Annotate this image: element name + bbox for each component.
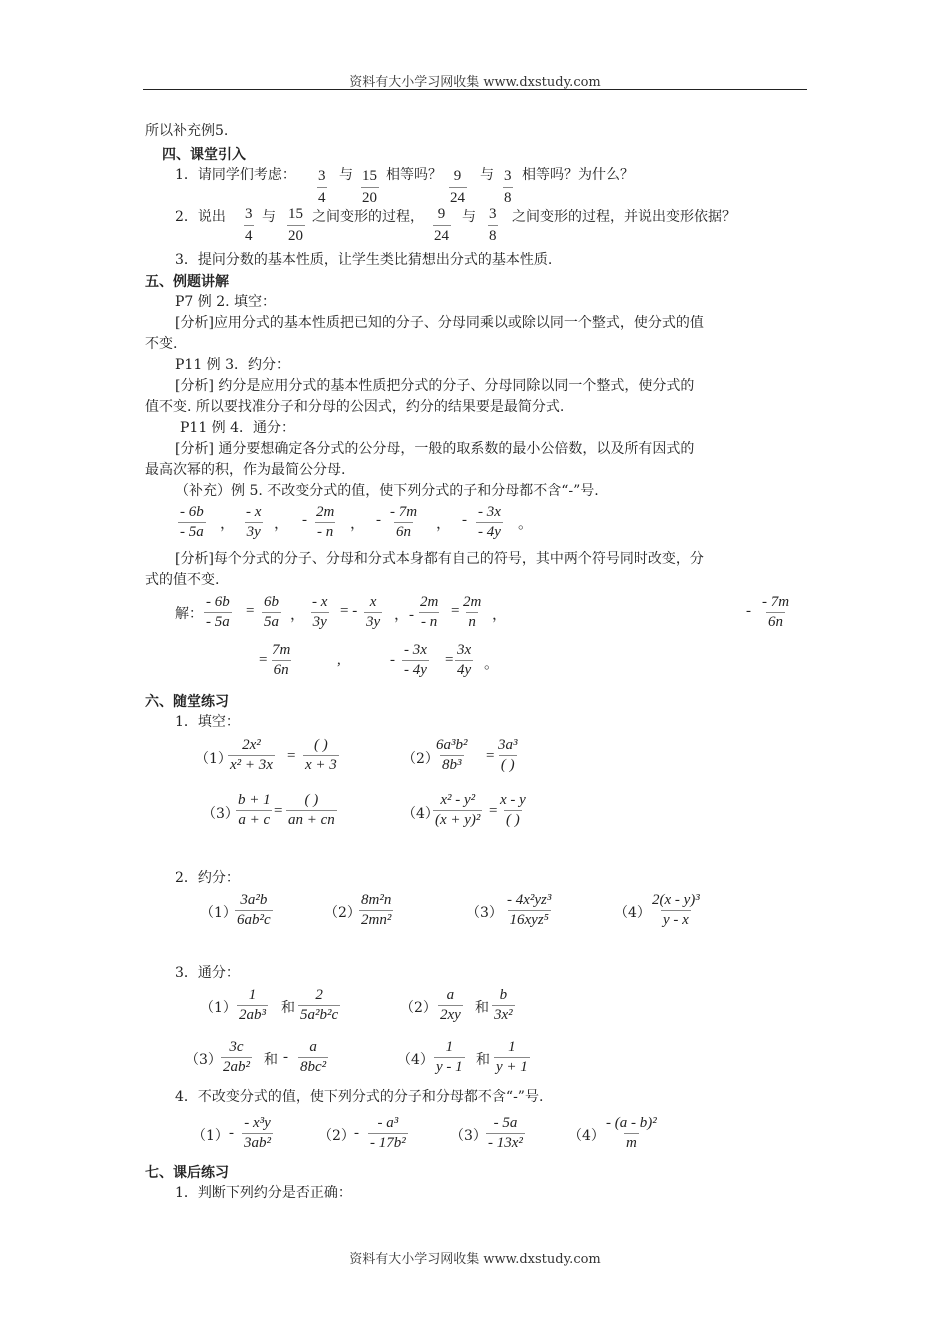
section-5-title: 五、例题讲解 [145, 274, 229, 290]
solution-4-lhs: $\frac{- 7m}{6n}$ [762, 594, 790, 630]
item-label: （1） [200, 905, 237, 921]
p1-2-lhs: $\frac{\text{6a³b²}}{\text{8b³}}$ [436, 737, 468, 773]
fraction-3-4: 3 4 [318, 168, 326, 206]
example-3: P11 例 3．约分： [175, 357, 291, 373]
solution-1-lhs: $\frac{- 6b}{- 5a}$ [206, 594, 230, 630]
solution-3-lhs: $\frac{2m}{- n}$ [420, 594, 439, 630]
item-label: （4） [568, 1128, 605, 1144]
q1-and-1: 与 [339, 167, 353, 183]
equals-minus: = - [340, 603, 358, 619]
separator: ， [220, 516, 236, 532]
ex5-fraction-1: $\frac{- 6b}{- 5a}$ [180, 504, 204, 540]
p3-2-a: $\frac{a}{2xy}$ [440, 987, 461, 1023]
section-6-title: 六、随堂练习 [145, 694, 229, 710]
intro-line: 所以补充例5. [145, 123, 229, 139]
minus-sign: - [354, 1125, 359, 1141]
example-4-analysis-cont: 最高次幂的积，作为最简公分母. [145, 462, 346, 478]
q2-mid: 之间变形的过程， [312, 209, 424, 225]
separator: ， [436, 516, 452, 532]
equals-sign: = [259, 652, 268, 668]
q2-and-1: 与 [262, 209, 276, 225]
separator: , [337, 652, 341, 668]
p3-2-b: $\frac{b}{\text{3x²}}$ [494, 987, 513, 1023]
minus-sign: - [229, 1125, 234, 1141]
p2-3-fraction: - 4x²yz³ 16xyz⁵ [507, 892, 552, 928]
and-word: 和 [281, 1000, 295, 1016]
solution-2-rhs: $\frac{x}{3y}$ [366, 594, 381, 630]
separator: ，- [394, 607, 414, 623]
ex5-fraction-2: $\frac{- x}{3y}$ [246, 504, 262, 540]
equals-sign: = [274, 803, 283, 819]
minus-sign: - [376, 512, 381, 528]
minus-sign: - [390, 652, 395, 668]
and-word: 和 [264, 1052, 278, 1068]
ex5-fraction-5: $\frac{- 3x}{- 4y}$ [478, 504, 501, 540]
p2-4-fraction: $\frac{\text{2(x - y)³}}{y - x}$ [652, 892, 700, 928]
p3-3-b: $\frac{a}{\text{8bc²}}$ [300, 1039, 327, 1075]
q1-mid: 相等吗？ [386, 167, 442, 183]
item-label: （2） [324, 905, 361, 921]
example-5-analysis: [分析]每个分式的分子、分母和分式本身都有自己的符号，其中两个符号同时改变，分 [175, 551, 704, 567]
example-5: （补充）例 5. 不改变分式的值，使下列分式的子和分母都不含“-”号. [175, 483, 599, 499]
period: 。 [484, 656, 500, 672]
homework-1: 1．判断下列约分是否正确： [175, 1185, 352, 1201]
fraction-3-4: 3 4 [245, 206, 253, 244]
page-header: 资料有大小学习网收集 www.dxstudy.com [349, 75, 601, 90]
p1-2-rhs: 3a³ ( ) [498, 737, 518, 773]
p3-1-b: $\frac{2}{\text{5a²b²c}}$ [300, 987, 339, 1023]
practice-4-title: 4．不改变分式的值，使下列分式的分子和分母都不含“-”号. [175, 1089, 544, 1105]
p1-4-rhs: x - y ( ) [500, 792, 526, 828]
separator: 。 [518, 516, 534, 532]
p4-4-fraction: $\frac{\text{- (a - b)²}}{m}$ [606, 1115, 657, 1151]
p3-1-a: $\frac{1}{\text{2ab³}}$ [239, 987, 266, 1023]
solution-5-rhs: $\frac{3x}{4y}$ [457, 642, 472, 678]
practice-2-title: 2．约分： [175, 870, 240, 886]
header-divider [143, 89, 807, 90]
q2-prefix: 2．说出 [175, 209, 226, 225]
minus-sign: - [462, 512, 467, 528]
solution-1-rhs: $\frac{6b}{5a}$ [264, 594, 279, 630]
p1-3-rhs: ( ) an + cn [288, 792, 335, 828]
solution-label: 解： [175, 606, 203, 622]
item-label: （2） [402, 751, 439, 767]
item-label: （4） [614, 905, 651, 921]
minus-sign: - [746, 603, 751, 619]
p1-1-lhs: $\frac{\text{2x²}}{\text{x² + 3x}}$ [230, 737, 273, 773]
item-label: （3） [450, 1128, 487, 1144]
fraction-9-24: 9 24 [434, 206, 449, 244]
equals-sign: = [246, 603, 255, 619]
p3-4-a: $\frac{1}{y - 1}$ [436, 1039, 463, 1075]
practice-3-title: 3．通分： [175, 965, 240, 981]
fraction-3-8: 3 8 [504, 168, 512, 206]
item-label: （3） [466, 905, 503, 921]
item-label: （3） [202, 806, 239, 822]
q2-and-2: 与 [462, 209, 476, 225]
example-4-analysis: [分析] 通分要想确定各分式的公分母，一般的取系数的最小公倍数，以及所有因式的 [175, 441, 695, 457]
item-label: （1） [200, 1000, 237, 1016]
item-label: （2） [318, 1128, 355, 1144]
fraction-15-20: 15 20 [288, 206, 303, 244]
item-label: （2） [400, 1000, 437, 1016]
and-word: 和 [475, 1000, 489, 1016]
section-4-title: 四、课堂引入 [162, 147, 246, 163]
equals-sign: = [489, 803, 498, 819]
example-3-analysis: [分析] 约分是应用分式的基本性质把分式的分子、分母同除以同一个整式，使分式的 [175, 378, 695, 394]
fraction-3-8: 3 8 [489, 206, 497, 244]
example-4: P11 例 4．通分： [180, 420, 296, 436]
item-label: （4） [397, 1052, 434, 1068]
example-5-analysis-cont: 式的值不变. [145, 572, 220, 588]
p3-3-a: $\frac{3c}{\text{2ab²}}$ [223, 1039, 250, 1075]
separator: ， [350, 516, 366, 532]
equals-sign: = [287, 748, 296, 764]
p4-3-fraction: $\frac{- 5a}{\text{- 13x²}}$ [488, 1115, 523, 1151]
p2-1-fraction: $\frac{\text{3a²b}}{\text{6ab²c}}$ [237, 892, 271, 928]
solution-3-rhs: $\frac{2m}{n}$ [463, 594, 482, 630]
p1-4-lhs: $\frac{\text{x² - y²}}{\text{(x + y)²}}$ [435, 792, 481, 828]
fraction-9-24: 9 24 [450, 168, 465, 206]
equals-sign: = [445, 652, 454, 668]
and-word: 和 [476, 1052, 490, 1068]
page-footer: 资料有大小学习网收集 www.dxstudy.com [349, 1252, 601, 1267]
equals-sign: = [451, 603, 460, 619]
minus-sign: - [302, 512, 307, 528]
item-label: （1） [195, 751, 232, 767]
separator: ， [290, 607, 306, 623]
q1-suffix: 相等吗？为什么？ [522, 167, 634, 183]
p3-4-b: $\frac{1}{y + 1}$ [496, 1039, 528, 1075]
solution-2-lhs: $\frac{- x}{3y}$ [312, 594, 328, 630]
solution-4-rhs: $\frac{7m}{6n}$ [272, 642, 291, 678]
separator: ， [274, 516, 290, 532]
minus-sign: - [283, 1049, 288, 1065]
item-label: （3） [185, 1052, 222, 1068]
example-3-analysis-cont: 值不变. 所以要找准分子和分母的公因式，约分的结果要是最简分式. [145, 399, 565, 415]
section-7-title: 七、课后练习 [145, 1165, 229, 1181]
q3-text: 3．提问分数的基本性质，让学生类比猜想出分式的基本性质. [175, 252, 553, 268]
ex5-fraction-4: $\frac{- 7m}{6n}$ [390, 504, 418, 540]
p4-2-fraction: $\frac{\text{- a³}}{\text{- 17b²}}$ [370, 1115, 406, 1151]
ex5-fraction-3: $\frac{2m}{- n}$ [316, 504, 335, 540]
solution-5-lhs: $\frac{- 3x}{- 4y}$ [404, 642, 427, 678]
q1-prefix: 1．请同学们考虑： [175, 167, 296, 183]
item-label: （4） [402, 806, 439, 822]
example-2-analysis-cont: 不变. [145, 336, 178, 352]
item-label: （1） [192, 1128, 229, 1144]
p1-3-lhs: $\frac{b + 1}{a + c}$ [238, 792, 271, 828]
example-2-analysis: [分析]应用分式的基本性质把已知的分子、分母同乘以或除以同一个整式，使分式的值 [175, 315, 704, 331]
example-2: P7 例 2. 填空： [175, 294, 277, 310]
q2-suffix: 之间变形的过程，并说出变形依据？ [512, 209, 736, 225]
practice-1-title: 1．填空： [175, 714, 240, 730]
equals-sign: = [486, 748, 495, 764]
p4-1-fraction: $\frac{\text{- x³y}}{\text{3ab²}}$ [244, 1115, 271, 1151]
fraction-15-20: 15 20 [362, 168, 377, 206]
separator: ， [492, 607, 508, 623]
p2-2-fraction: $\frac{\text{8m²n}}{\text{2mn²}}$ [361, 892, 392, 928]
p1-1-rhs: ( ) x + 3 [305, 737, 337, 773]
q1-and-2: 与 [480, 167, 494, 183]
